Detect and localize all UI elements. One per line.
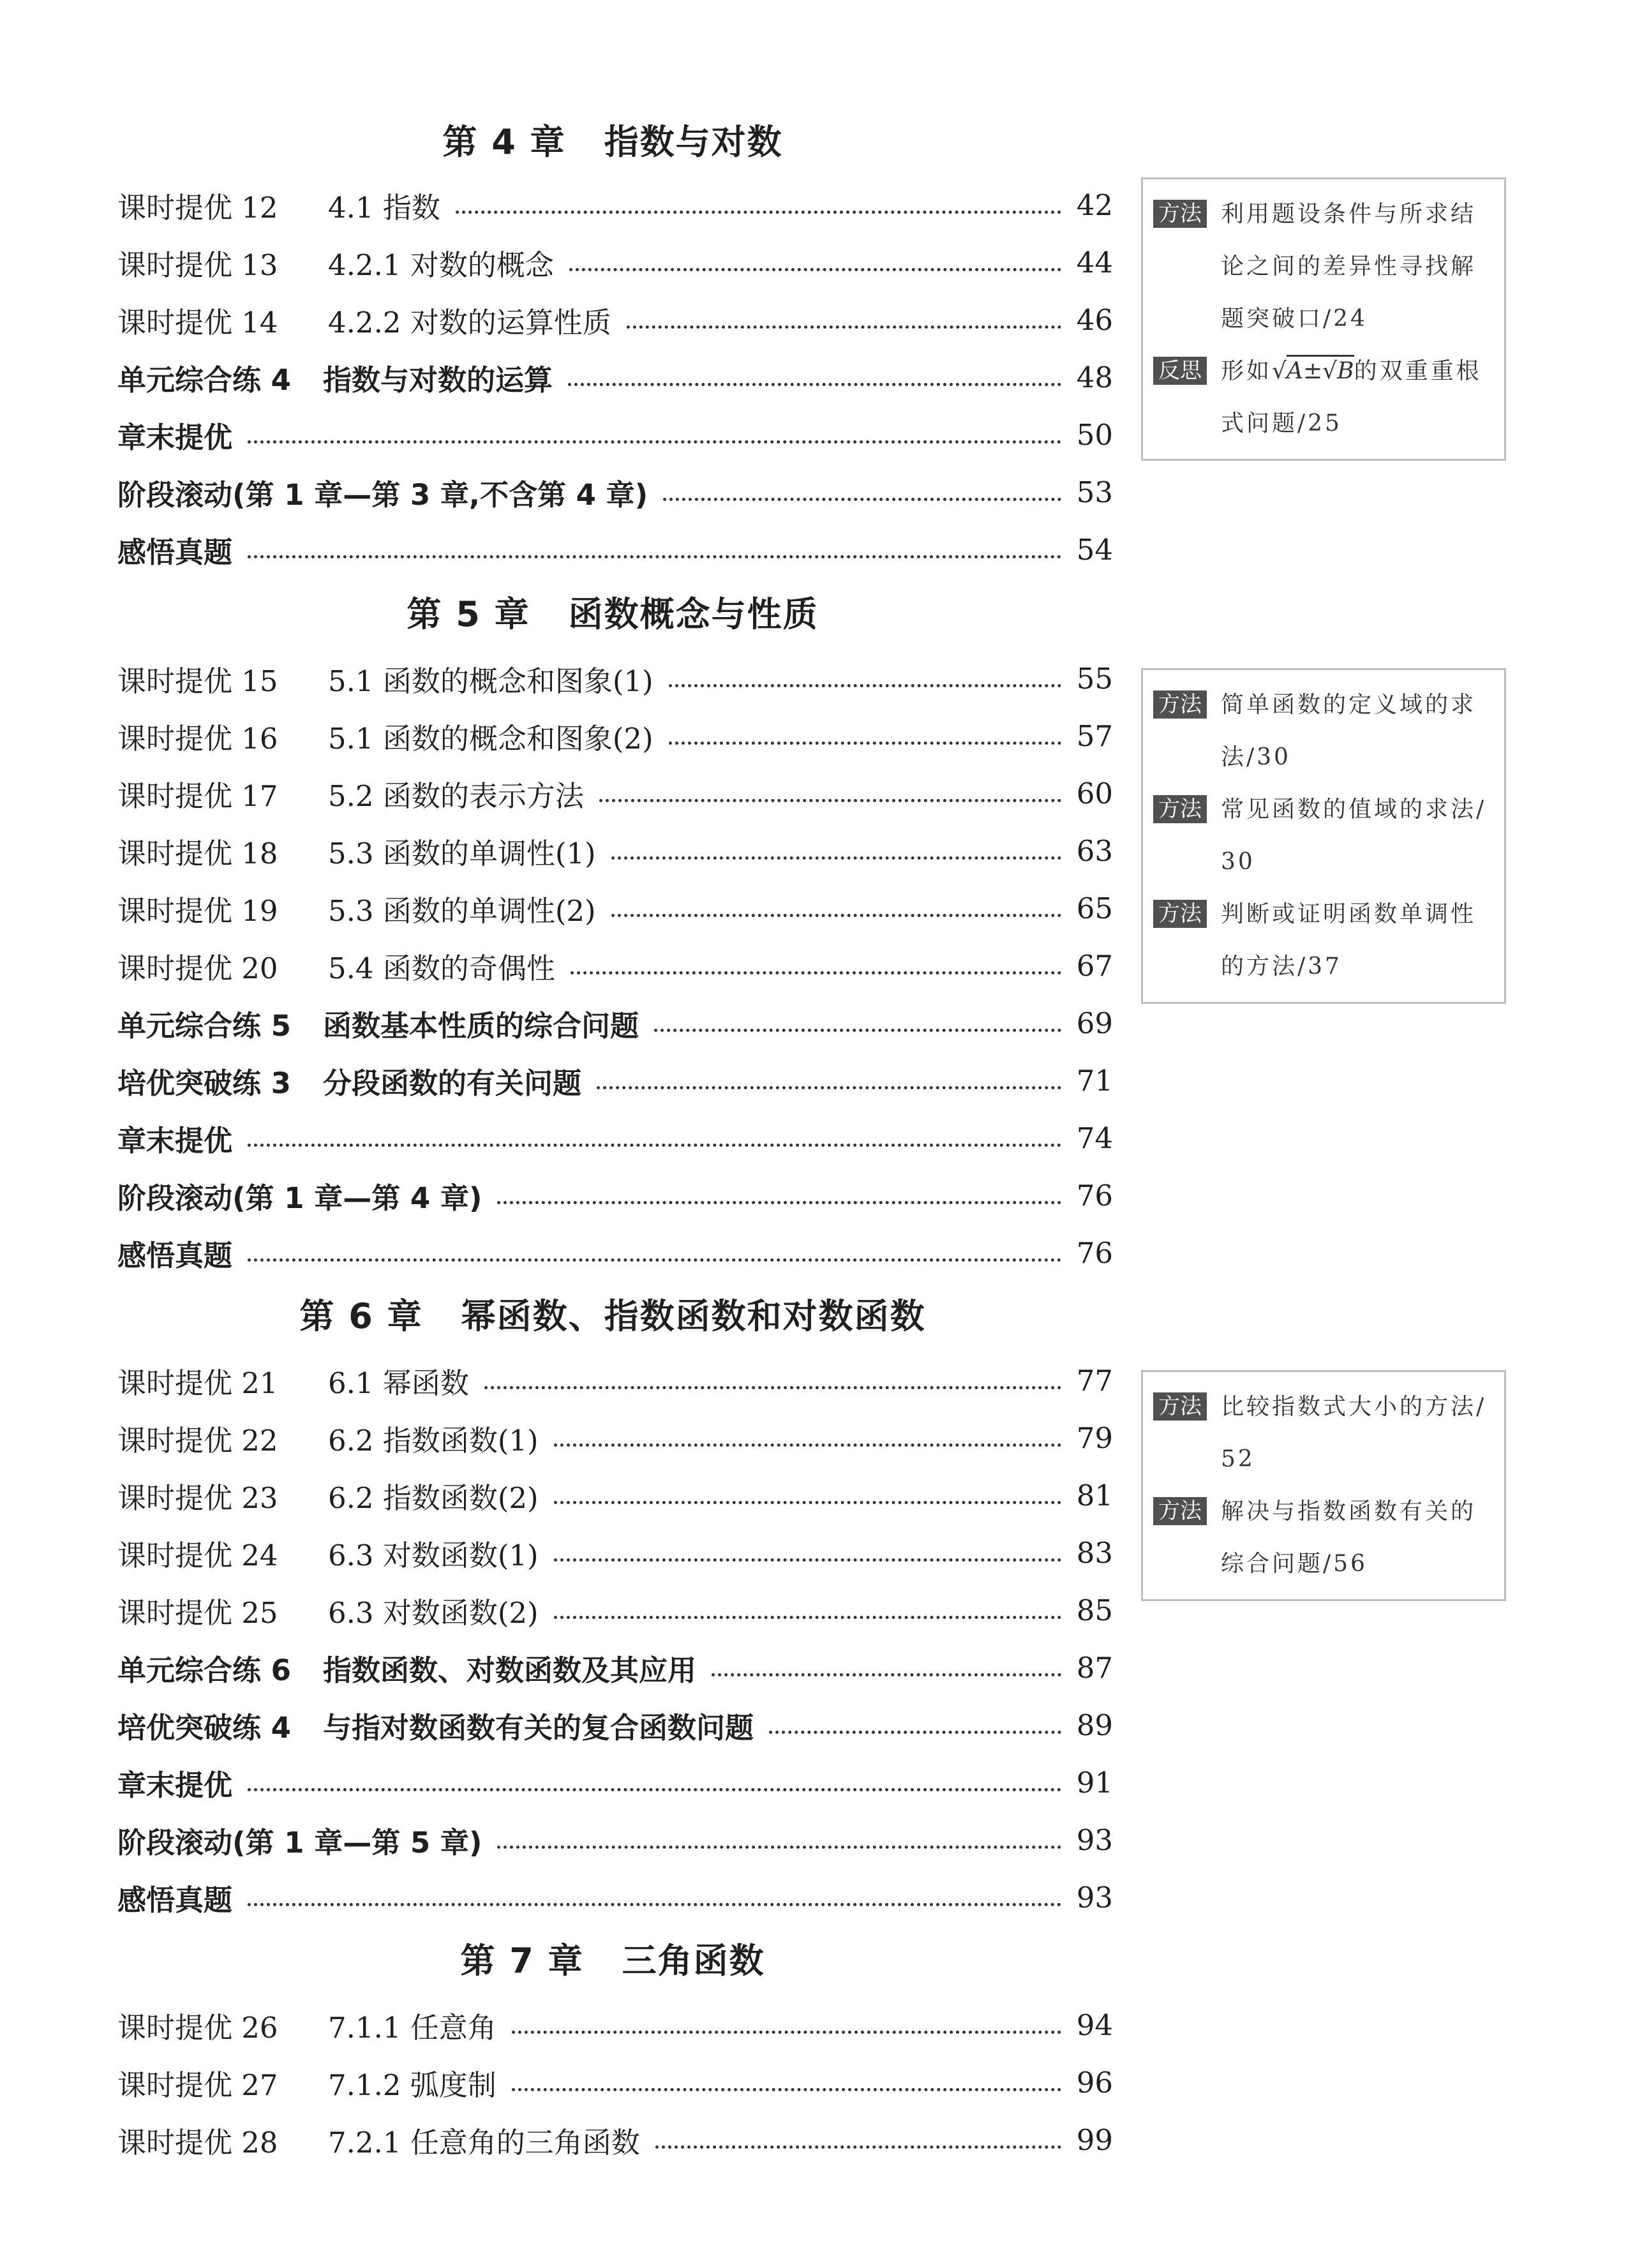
- entry-page: 65: [1076, 891, 1113, 925]
- entry-page: 44: [1076, 245, 1113, 280]
- toc-entry[interactable]: [117, 1590, 1113, 1630]
- toc-entry[interactable]: [117, 300, 1113, 339]
- entry-title: 7.2.1 任意角的三角函数: [328, 2125, 640, 2160]
- entry-page: 81: [1076, 1478, 1113, 1512]
- chapter-number: 第 4 章: [442, 122, 566, 162]
- entry-title: 6.2 指数函数(1): [328, 1423, 539, 1458]
- method-note: [1153, 1486, 1495, 1590]
- entry-page: 55: [1076, 661, 1113, 696]
- reflection-text: 形如√A±√B的双重重根式问题/25: [1221, 345, 1495, 450]
- entry-title: 感悟真题: [117, 1883, 233, 1917]
- method-tag: 方法: [1153, 1497, 1207, 1525]
- toc-entry[interactable]: [117, 716, 1113, 756]
- entry-code: 课时提优 14: [117, 305, 278, 339]
- toc-entry[interactable]: [117, 1118, 1113, 1158]
- entry-title: 6.3 对数函数(2): [328, 1595, 539, 1630]
- chapter-heading: [115, 1294, 1110, 1339]
- entry-page: 76: [1076, 1178, 1113, 1212]
- leader-dots: [497, 1846, 1061, 1849]
- leader-dots: [248, 440, 1061, 444]
- toc-entry[interactable]: [117, 1475, 1113, 1515]
- leader-dots: [512, 2031, 1061, 2034]
- leader-dots: [568, 383, 1061, 386]
- entry-page: 60: [1076, 776, 1113, 810]
- entry-title: 7.1.2 弧度制: [328, 2068, 497, 2102]
- toc-entry[interactable]: [117, 2005, 1113, 2045]
- leader-dots: [248, 1788, 1061, 1791]
- entry-code: 课时提优 16: [117, 721, 278, 756]
- entry-title: 与指对数函数有关的复合函数问题: [322, 1710, 754, 1745]
- entry-page: 83: [1076, 1535, 1113, 1570]
- entry-title: 5.1 函数的概念和图象(2): [328, 721, 653, 756]
- entry-code: 课时提优 23: [117, 1481, 278, 1515]
- leader-dots: [599, 799, 1061, 802]
- toc-entry[interactable]: [117, 357, 1113, 397]
- entry-code: 单元综合练 5: [117, 1008, 291, 1043]
- entry-title: 7.1.1 任意角: [328, 2010, 497, 2045]
- entry-title: 4.2.2 对数的运算性质: [328, 305, 611, 339]
- entry-page: 48: [1076, 360, 1113, 394]
- toc-entry[interactable]: [117, 831, 1113, 870]
- entry-title: 4.2.1 对数的概念: [328, 248, 554, 282]
- method-tag: 方法: [1153, 900, 1207, 928]
- chapter-heading: [115, 120, 1110, 165]
- chapter-title: 函数概念与性质: [568, 594, 819, 634]
- entry-title: 5.3 函数的单调性(2): [328, 893, 596, 928]
- entry-title: 阶段滚动(第 1 章—第 3 章,不含第 4 章): [117, 477, 648, 512]
- entry-title: 感悟真题: [117, 535, 233, 569]
- chapter-title: 三角函数: [622, 1941, 765, 1981]
- method-note: [1153, 1381, 1495, 1486]
- toc-entry[interactable]: [117, 1361, 1113, 1400]
- entry-code: 单元综合练 6: [117, 1653, 291, 1687]
- method-tag: 方法: [1153, 200, 1207, 228]
- entry-page: 54: [1076, 532, 1113, 567]
- toc-entry[interactable]: [117, 1763, 1113, 1802]
- method-tag: 方法: [1153, 795, 1207, 823]
- entry-page: 74: [1076, 1121, 1113, 1155]
- entry-title: 分段函数的有关问题: [322, 1066, 581, 1100]
- entry-page: 57: [1076, 719, 1113, 753]
- leader-dots: [456, 211, 1061, 214]
- chapter-heading: [115, 592, 1110, 637]
- entry-page: 89: [1076, 1708, 1113, 1742]
- leader-dots: [712, 1673, 1061, 1676]
- entry-title: 6.3 对数函数(1): [328, 1538, 539, 1572]
- entry-code: 课时提优 25: [117, 1595, 278, 1630]
- method-sidebar: [1141, 177, 1506, 461]
- method-text: 利用题设条件与所求结论之间的差异性寻找解题突破口/24: [1221, 201, 1477, 332]
- entry-page: 50: [1076, 417, 1113, 452]
- method-sidebar: [1141, 668, 1506, 1004]
- entry-title: 6.1 幂函数: [328, 1366, 469, 1400]
- entry-page: 69: [1076, 1006, 1113, 1040]
- leader-dots: [569, 268, 1061, 271]
- chapter-heading: [115, 1939, 1110, 1983]
- entry-title: 章末提优: [117, 420, 233, 454]
- entry-title: 章末提优: [117, 1768, 233, 1802]
- method-tag: 方法: [1153, 690, 1207, 719]
- toc-entry[interactable]: [117, 1648, 1113, 1687]
- leader-dots: [554, 1616, 1061, 1619]
- entry-page: 67: [1076, 948, 1113, 983]
- entry-code: 培优突破练 4: [117, 1710, 291, 1745]
- toc-entry[interactable]: [117, 1233, 1113, 1272]
- nested-radical-formula: √A±√B: [1272, 355, 1354, 384]
- entry-title: 阶段滚动(第 1 章—第 4 章): [117, 1181, 482, 1215]
- entry-code: 课时提优 24: [117, 1538, 278, 1572]
- entry-page: 71: [1076, 1063, 1113, 1098]
- leader-dots: [554, 1444, 1061, 1447]
- toc-entry[interactable]: [117, 2120, 1113, 2160]
- toc-entry[interactable]: [117, 1418, 1113, 1458]
- method-text: 简单函数的定义域的求法/30: [1221, 692, 1477, 770]
- entry-code: 课时提优 28: [117, 2125, 278, 2160]
- entry-title: 感悟真题: [117, 1238, 233, 1272]
- entry-code: 单元综合练 4: [117, 362, 291, 397]
- entry-page: 77: [1076, 1363, 1113, 1398]
- chapter-number: 第 6 章: [299, 1296, 423, 1336]
- leader-dots: [484, 1386, 1061, 1389]
- entry-title: 5.2 函数的表示方法: [328, 779, 584, 813]
- toc-entry[interactable]: [117, 530, 1113, 569]
- entry-code: 课时提优 19: [117, 893, 278, 928]
- leader-dots: [554, 1558, 1061, 1562]
- toc-entry[interactable]: [117, 1820, 1113, 1860]
- leader-dots: [669, 742, 1061, 745]
- leader-dots: [512, 2088, 1061, 2091]
- entry-title: 指数函数、对数函数及其应用: [322, 1653, 696, 1687]
- method-text: 解决与指数函数有关的综合问题/56: [1221, 1498, 1477, 1577]
- leader-dots: [248, 1258, 1061, 1262]
- method-tag: 方法: [1153, 1392, 1207, 1421]
- entry-code: 课时提优 15: [117, 664, 278, 698]
- entry-page: 53: [1076, 475, 1113, 509]
- method-text: 比较指数式大小的方法/52: [1221, 1394, 1487, 1472]
- toc-entry[interactable]: [117, 415, 1113, 454]
- leader-dots: [497, 1201, 1061, 1204]
- entry-code: 课时提优 17: [117, 779, 278, 813]
- method-note: [1153, 784, 1495, 888]
- entry-page: 76: [1076, 1235, 1113, 1270]
- reflection-tag: 反思: [1153, 357, 1207, 385]
- toc-entry[interactable]: [117, 242, 1113, 282]
- entry-code: 课时提优 27: [117, 2068, 278, 2102]
- entry-code: 课时提优 18: [117, 836, 278, 870]
- toc-entry[interactable]: [117, 1061, 1113, 1100]
- leader-dots: [669, 684, 1061, 687]
- entry-title: 6.2 指数函数(2): [328, 1481, 539, 1515]
- leader-dots: [248, 1903, 1061, 1906]
- entry-title: 章末提优: [117, 1123, 233, 1158]
- entry-title: 4.1 指数: [328, 190, 440, 225]
- toc-entry[interactable]: [117, 1003, 1113, 1043]
- entry-page: 93: [1076, 1880, 1113, 1914]
- entry-code: 课时提优 26: [117, 2010, 278, 2045]
- entry-title: 指数与对数的运算: [322, 362, 553, 397]
- toc-entry[interactable]: [117, 1877, 1113, 1917]
- entry-title: 5.1 函数的概念和图象(1): [328, 664, 653, 698]
- entry-page: 99: [1076, 2123, 1113, 2157]
- method-note: [1153, 888, 1495, 993]
- method-note: [1153, 188, 1495, 345]
- toc-entry[interactable]: [117, 1175, 1113, 1215]
- chapter-number: 第 5 章: [407, 594, 530, 634]
- leader-dots: [571, 971, 1061, 974]
- toc-entry[interactable]: [117, 946, 1113, 985]
- entry-title: 阶段滚动(第 1 章—第 5 章): [117, 1825, 482, 1860]
- entry-page: 91: [1076, 1765, 1113, 1800]
- leader-dots: [663, 498, 1061, 501]
- entry-page: 87: [1076, 1650, 1113, 1685]
- toc-entry[interactable]: [117, 773, 1113, 813]
- entry-code: 课时提优 21: [117, 1366, 278, 1400]
- leader-dots: [654, 1029, 1061, 1032]
- entry-title: 5.3 函数的单调性(1): [328, 836, 596, 870]
- entry-page: 42: [1076, 188, 1113, 222]
- method-note: [1153, 679, 1495, 784]
- leader-dots: [627, 325, 1061, 329]
- leader-dots: [597, 1086, 1061, 1089]
- entry-code: 培优突破练 3: [117, 1066, 291, 1100]
- entry-page: 94: [1076, 2008, 1113, 2042]
- toc-entry[interactable]: [117, 888, 1113, 928]
- entry-code: 课时提优 22: [117, 1423, 278, 1458]
- toc-entry[interactable]: [117, 1705, 1113, 1745]
- leader-dots: [554, 1501, 1061, 1504]
- method-text: 常见函数的值域的求法/30: [1221, 796, 1487, 875]
- entry-page: 93: [1076, 1823, 1113, 1857]
- leader-dots: [248, 555, 1061, 558]
- chapter-title: 幂函数、指数函数和对数函数: [461, 1296, 926, 1336]
- entry-title: 5.4 函数的奇偶性: [328, 951, 555, 985]
- reflection-note: [1153, 345, 1495, 450]
- entry-page: 46: [1076, 302, 1113, 337]
- toc-entry[interactable]: [117, 1533, 1113, 1572]
- leader-dots: [611, 856, 1061, 860]
- toc-entry[interactable]: [117, 2063, 1113, 2102]
- leader-dots: [611, 914, 1061, 917]
- method-text: 判断或证明函数单调性的方法/37: [1221, 901, 1477, 980]
- entry-code: 课时提优 20: [117, 951, 278, 985]
- entry-code: 课时提优 13: [117, 248, 278, 282]
- leader-dots: [248, 1144, 1061, 1147]
- entry-page: 96: [1076, 2065, 1113, 2100]
- entry-page: 85: [1076, 1593, 1113, 1627]
- leader-dots: [769, 1731, 1061, 1734]
- entry-title: 函数基本性质的综合问题: [322, 1008, 639, 1043]
- toc-entry[interactable]: [117, 185, 1113, 225]
- entry-code: 课时提优 12: [117, 190, 278, 225]
- chapter-number: 第 7 章: [460, 1941, 584, 1981]
- toc-entry[interactable]: [117, 659, 1113, 698]
- chapter-title: 指数与对数: [604, 122, 783, 162]
- leader-dots: [655, 2145, 1061, 2149]
- entry-page: 79: [1076, 1421, 1113, 1455]
- entry-page: 63: [1076, 833, 1113, 868]
- method-sidebar: [1141, 1370, 1506, 1601]
- toc-entry[interactable]: [117, 472, 1113, 512]
